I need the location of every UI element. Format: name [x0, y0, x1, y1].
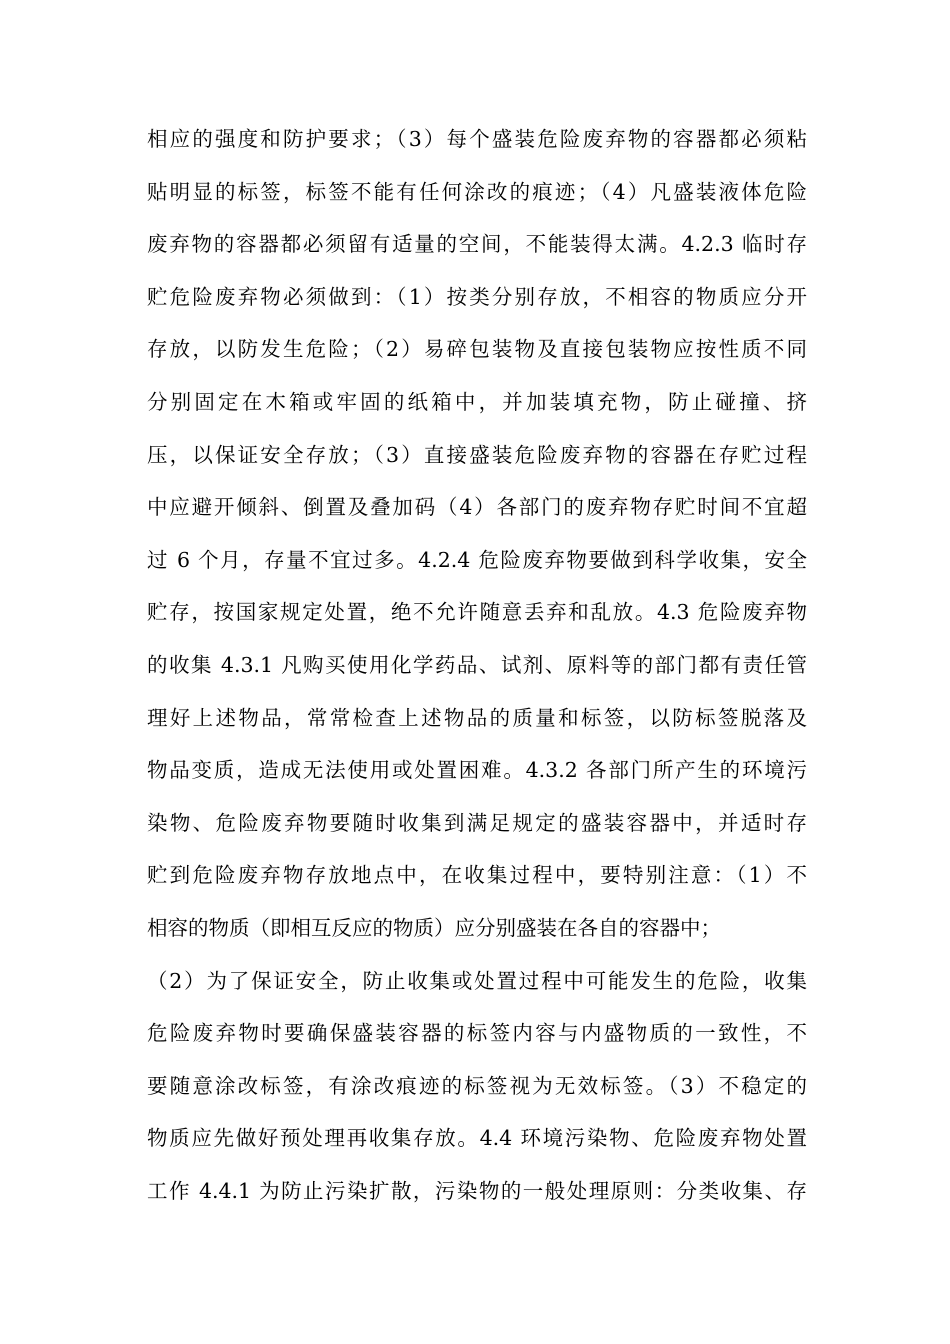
text-line: 工作 4.4.1 为防止污染扩散，污染物的一般处理原则：分类收集、存 — [147, 1178, 807, 1203]
text-line: （2）为了保证安全，防止收集或处置过程中可能发生的危险，收集 — [147, 968, 807, 993]
text-line: 理好上述物品，常常检查上述物品的质量和标签，以防标签脱落及 — [147, 705, 807, 730]
text-line: 存放，以防发生危险；（2）易碎包装物及直接包装物应按性质不同 — [147, 337, 807, 362]
text-line: 贮危险废弃物必须做到：（1）按类分别存放，不相容的物质应分开 — [147, 284, 807, 309]
text-line: 中应避开倾斜、倒置及叠加码（4）各部门的废弃物存贮时间不宜超 — [147, 495, 807, 520]
body-paragraph — [147, 116, 807, 1220]
text-line: 过 6 个月，存量不宜过多。4.2.4 危险废弃物要做到科学收集，安全 — [147, 547, 807, 572]
text-line: 的收集 4.3.1 凡购买使用化学药品、试剂、原料等的部门都有责任管 — [147, 652, 807, 677]
text-line: 危险废弃物时要确保盛装容器的标签内容与内盛物质的一致性，不 — [147, 1021, 807, 1046]
text-line: 分别固定在木箱或牢固的纸箱中，并加装填充物，防止碰撞、挤 — [147, 389, 807, 414]
text-line: 贮到危险废弃物存放地点中，在收集过程中，要特别注意：（1）不 — [147, 863, 807, 888]
text-line: 贮存，按国家规定处置，绝不允许随意丢弃和乱放。4.3 危险废弃物 — [147, 600, 807, 625]
text-line: 物品变质，造成无法使用或处置困难。4.3.2 各部门所产生的环境污 — [147, 758, 807, 783]
text-line: 要随意涂改标签，有涂改痕迹的标签视为无效标签。（3）不稳定的 — [147, 1073, 807, 1098]
text-line: 相应的强度和防护要求；（3）每个盛装危险废弃物的容器都必须粘 — [147, 127, 807, 151]
text-line: 相容的物质（即相互反应的物质）应分别盛装在各自的容器中； — [147, 915, 721, 940]
text-line: 贴明显的标签，标签不能有任何涂改的痕迹；（4）凡盛装液体危险 — [147, 179, 807, 204]
text-line: 压，以保证安全存放；（3）直接盛装危险废弃物的容器在存贮过程 — [147, 442, 807, 467]
text-line: 染物、危险废弃物要随时收集到满足规定的盛装容器中，并适时存 — [147, 810, 807, 835]
text-line: 废弃物的容器都必须留有适量的空间，不能装得太满。4.2.3 临时存 — [147, 232, 807, 257]
text-line: 物质应先做好预处理再收集存放。4.4 环境污染物、危险废弃物处置 — [147, 1126, 807, 1151]
